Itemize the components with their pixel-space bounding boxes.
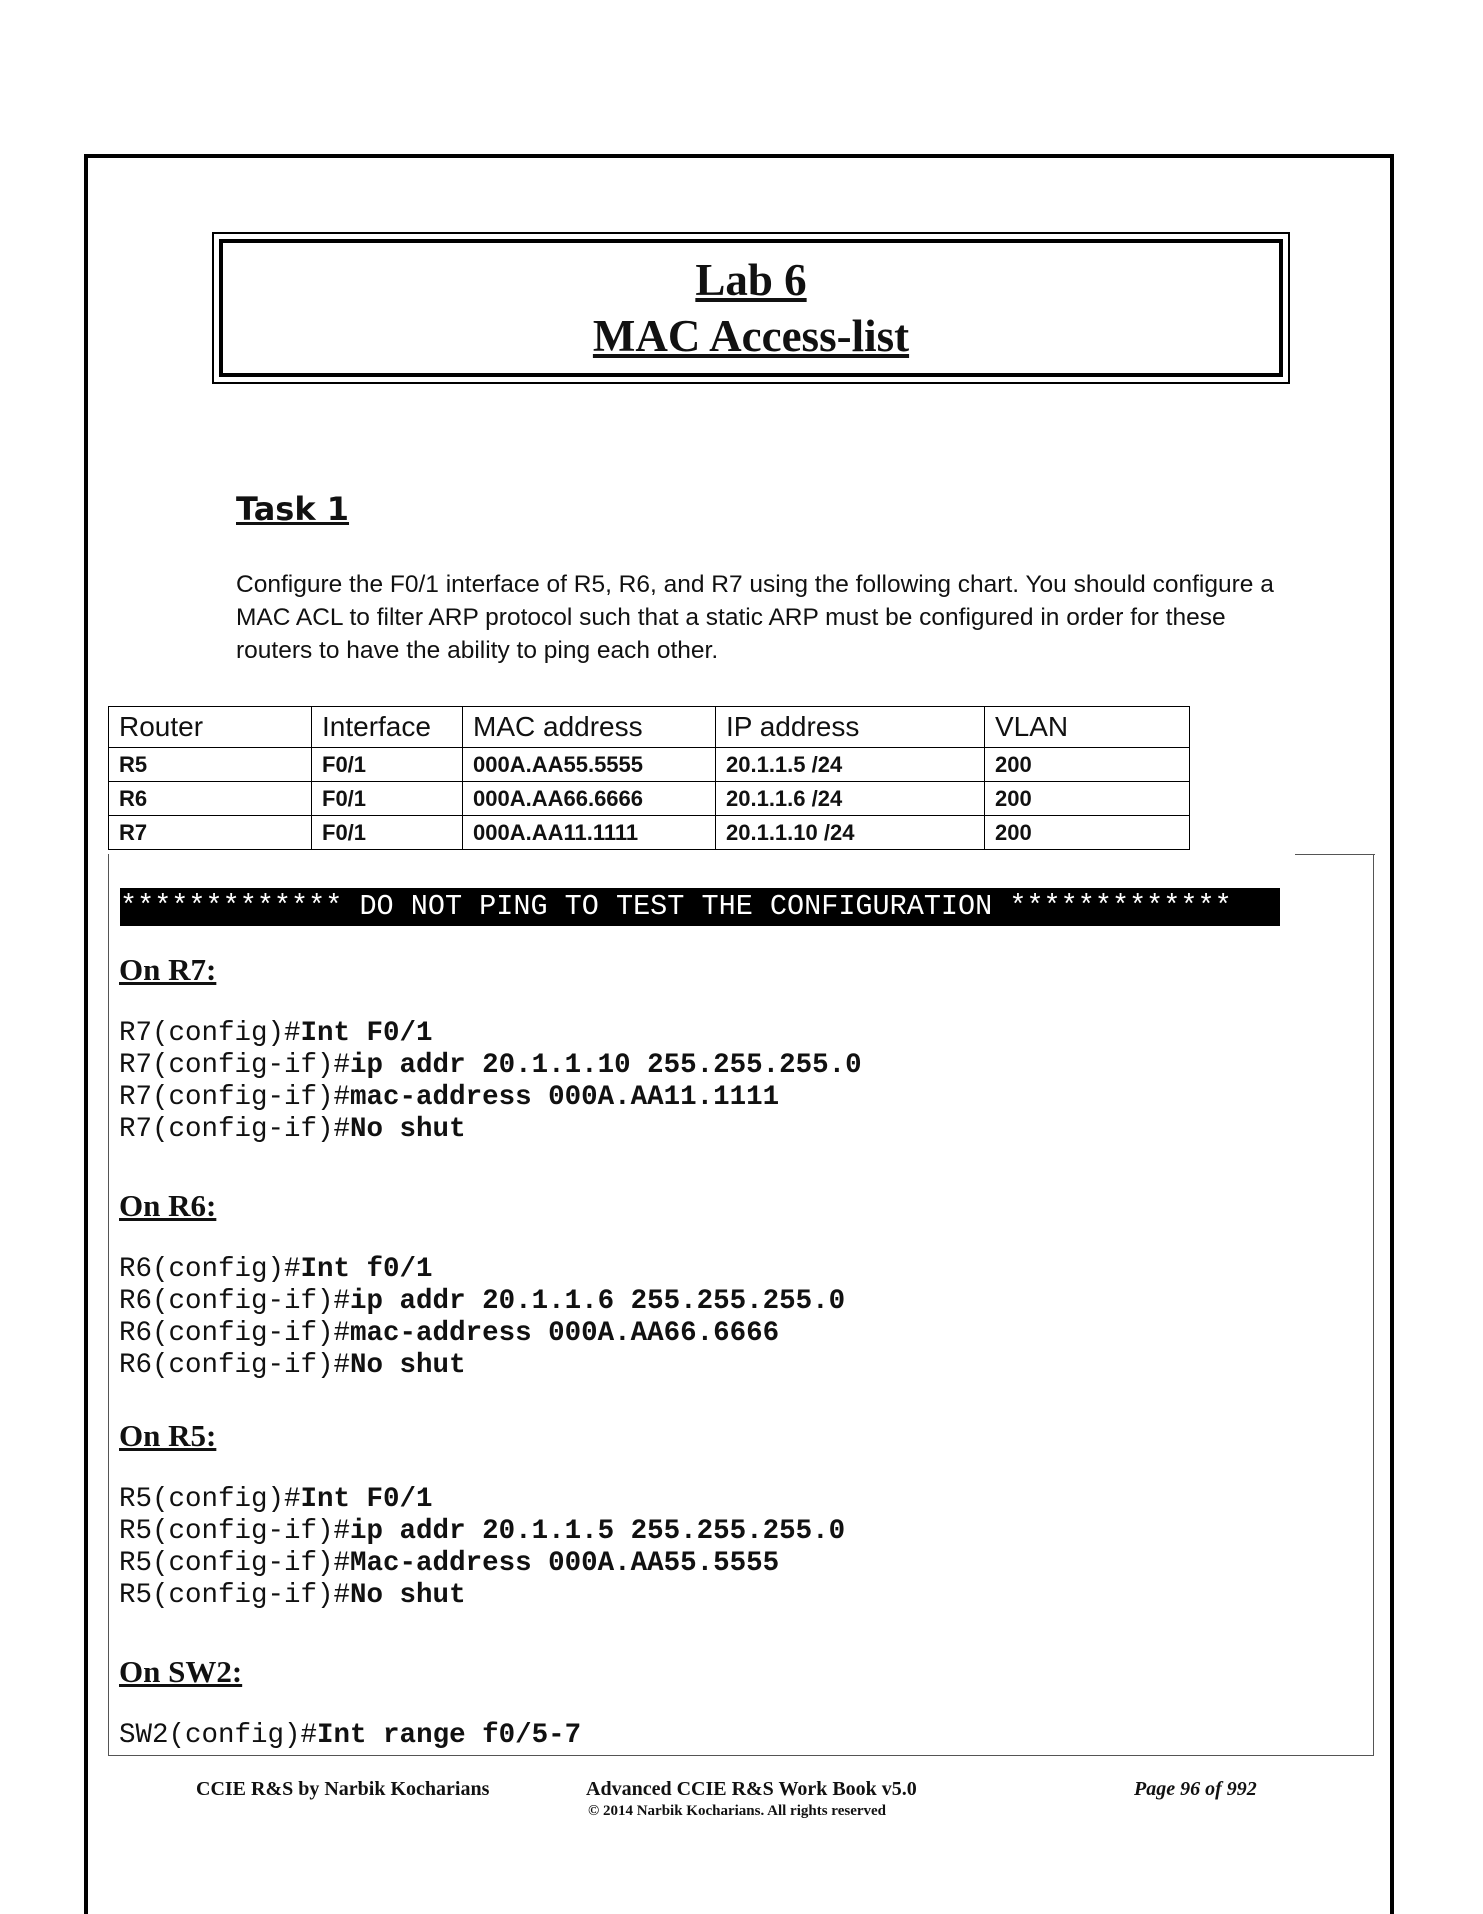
- footer-book-title: Advanced CCIE R&S Work Book v5.0: [586, 1778, 917, 1800]
- table-cell: 200: [985, 782, 1190, 816]
- table-cell: F0/1: [312, 782, 463, 816]
- cmd-line: [119, 1350, 845, 1382]
- task-description: Configure the F0/1 interface of R5, R6, and R7 using the following chart. You should configure a MAC ACL to filter ARP protocol such that a static ARP must be configured in order for these routers to have the ability to ping each other.: [236, 571, 1274, 664]
- table-header-vlan: VLAN: [985, 707, 1190, 748]
- table-cell: 20.1.1.10 /24: [716, 816, 985, 850]
- table-header-mac: MAC address: [463, 707, 716, 748]
- footer-copyright: © 2014 Narbik Kocharians. All rights reserved: [588, 1803, 887, 1819]
- cmd-prompt: R5(config-if)#: [119, 1580, 351, 1611]
- warning-banner: ************* DO NOT PING TO TEST THE CONFIGURATION *************: [120, 888, 1280, 926]
- cmd-prompt: R5(config-if)#: [119, 1548, 351, 1579]
- cmd-text: Mac-address 000A.AA55.5555: [350, 1548, 780, 1579]
- cmd-text: No shut: [350, 1114, 466, 1145]
- table-cell: R7: [109, 816, 312, 850]
- cmd-line: [119, 1254, 845, 1286]
- table-cell: F0/1: [312, 748, 463, 782]
- lab-title: Lab 6: [695, 255, 807, 305]
- table-cell: R5: [109, 748, 312, 782]
- table-header-ip: IP address: [716, 707, 985, 748]
- cmd-prompt: SW2(config)#: [119, 1720, 318, 1751]
- footer-author: CCIE R&S by Narbik Kocharians: [196, 1778, 490, 1800]
- cmd-text: mac-address 000A.AA11.1111: [350, 1082, 780, 1113]
- cmd-line: [119, 1082, 862, 1114]
- cmd-line: [119, 1286, 845, 1318]
- section-heading-r5: On R5:: [119, 1418, 217, 1453]
- table-row: [109, 816, 1190, 850]
- table-header-router: Router: [109, 707, 312, 748]
- cmd-prompt: R6(config)#: [119, 1254, 301, 1285]
- cmd-prompt: R7(config-if)#: [119, 1082, 351, 1113]
- cmd-text: ip addr 20.1.1.10 255.255.255.0: [350, 1050, 862, 1081]
- table-header-interface: Interface: [312, 707, 463, 748]
- table-cell: 200: [985, 816, 1190, 850]
- cmd-block-r7: [119, 1018, 862, 1146]
- table-header-row: [109, 707, 1190, 748]
- table-cell: 000A.AA55.5555: [463, 748, 716, 782]
- table-cell: F0/1: [312, 816, 463, 850]
- cmd-line: [119, 1114, 862, 1146]
- cmd-text: mac-address 000A.AA66.6666: [350, 1318, 780, 1349]
- cmd-text: ip addr 20.1.1.5 255.255.255.0: [350, 1516, 846, 1547]
- cmd-text: ip addr 20.1.1.6 255.255.255.0: [350, 1286, 846, 1317]
- table-row: [109, 782, 1190, 816]
- cmd-text: Int F0/1: [300, 1018, 433, 1049]
- cmd-prompt: R6(config-if)#: [119, 1318, 351, 1349]
- cmd-prompt: R7(config-if)#: [119, 1114, 351, 1145]
- section-heading-sw2: On SW2:: [119, 1654, 243, 1689]
- table-cell: 20.1.1.6 /24: [716, 782, 985, 816]
- table-cell: 000A.AA66.6666: [463, 782, 716, 816]
- section-heading-r6: On R6:: [119, 1188, 217, 1223]
- lab-subtitle: MAC Access-list: [592, 311, 910, 361]
- cmd-block-sw2: [119, 1720, 581, 1752]
- cmd-line: [119, 1548, 845, 1580]
- cmd-line: [119, 1580, 845, 1612]
- cmd-line: [119, 1050, 862, 1082]
- cmd-text: Int F0/1: [300, 1484, 433, 1515]
- cmd-prompt: R6(config-if)#: [119, 1286, 351, 1317]
- cmd-prompt: R5(config-if)#: [119, 1516, 351, 1547]
- table-cell: 20.1.1.5 /24: [716, 748, 985, 782]
- cmd-line: [119, 1720, 581, 1752]
- lab-title-inner: [219, 239, 1283, 377]
- cmd-text: Int range f0/5-7: [317, 1720, 582, 1751]
- cmd-prompt: R6(config-if)#: [119, 1350, 351, 1381]
- cmd-text: Int f0/1: [300, 1254, 433, 1285]
- footer-book-info: [586, 1778, 1006, 1820]
- cmd-line: [119, 1318, 845, 1350]
- cmd-line: [119, 1516, 845, 1548]
- cmd-prompt: R5(config)#: [119, 1484, 301, 1515]
- task-heading: Task 1: [236, 490, 350, 528]
- cmd-text: No shut: [350, 1580, 466, 1611]
- table-cell: 000A.AA11.1111: [463, 816, 716, 850]
- cmd-block-r6: [119, 1254, 845, 1382]
- table-row: [109, 748, 1190, 782]
- lab-title-box: [212, 232, 1290, 384]
- table-cell: 200: [985, 748, 1190, 782]
- section-heading-r7: On R7:: [119, 952, 217, 987]
- cmd-line: [119, 1018, 862, 1050]
- table-cell: R6: [109, 782, 312, 816]
- cmd-line: [119, 1484, 845, 1516]
- cmd-prompt: R7(config)#: [119, 1018, 301, 1049]
- cmd-block-r5: [119, 1484, 845, 1612]
- footer-page-number: Page 96 of 992: [1134, 1778, 1257, 1800]
- router-config-table: [108, 706, 1190, 850]
- cmd-prompt: R7(config-if)#: [119, 1050, 351, 1081]
- cmd-text: No shut: [350, 1350, 466, 1381]
